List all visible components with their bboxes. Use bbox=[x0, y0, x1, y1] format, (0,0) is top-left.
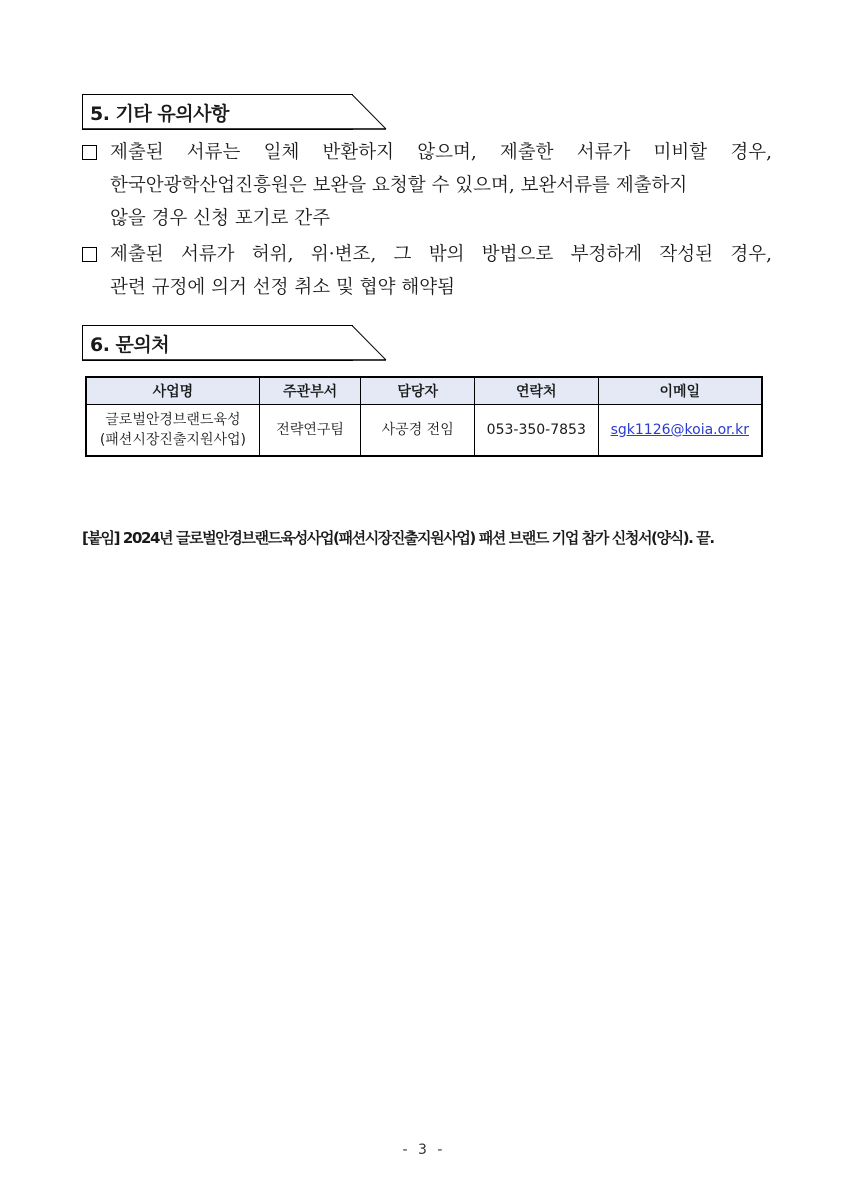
table-row bbox=[86, 405, 762, 457]
cell-project bbox=[86, 405, 259, 457]
cell-email bbox=[598, 405, 762, 457]
section-6-title: 6. 문의처 bbox=[90, 334, 170, 356]
section-6-header bbox=[82, 325, 386, 361]
project-name-line1: 글로벌안경브랜드육성 bbox=[105, 412, 241, 428]
section-5-title: 5. 기타 유의사항 bbox=[90, 103, 229, 125]
column-header-department: 주관부서 bbox=[259, 377, 361, 405]
notice-bullet-2 bbox=[82, 238, 772, 304]
section-5-header bbox=[82, 94, 386, 130]
table-header-row bbox=[86, 377, 762, 405]
column-header-phone: 연락처 bbox=[474, 377, 598, 405]
page-number: - 3 - bbox=[402, 1142, 446, 1158]
notice-bullet-1 bbox=[82, 136, 772, 235]
contact-table bbox=[85, 376, 763, 457]
checkbox-square-icon bbox=[82, 145, 97, 160]
cell-manager: 사공경 전임 bbox=[361, 405, 475, 457]
column-header-manager: 담당자 bbox=[361, 377, 475, 405]
email-link[interactable]: sgk1126@koia.or.kr bbox=[610, 422, 749, 438]
bullet-line: 한국안광학산업진흥원은 보완을 요청할 수 있으며, 보완서류를 제출하지 bbox=[110, 175, 688, 196]
attachment-note: [붙임] 2024년 글로벌안경브랜드육성사업(패션시장진출지원사업) 패션 브랜드 기업 참가 신청서(양식). 끝. bbox=[82, 529, 714, 547]
bullet-line: 제출된 서류가 허위, 위·변조, 그 밖의 방법으로 부정하게 작성된 경우, bbox=[110, 244, 772, 265]
checkbox-square-icon bbox=[82, 247, 97, 262]
cell-department: 전략연구팀 bbox=[259, 405, 361, 457]
project-name-line2: (패션시장진출지원사업) bbox=[99, 432, 246, 448]
column-header-email: 이메일 bbox=[598, 377, 762, 405]
column-header-project: 사업명 bbox=[86, 377, 259, 405]
bullet-line: 않을 경우 신청 포기로 간주 bbox=[110, 208, 331, 229]
bullet-line: 제출된 서류는 일체 반환하지 않으며, 제출한 서류가 미비할 경우, bbox=[110, 142, 772, 163]
cell-phone: 053-350-7853 bbox=[474, 405, 598, 457]
bullet-line: 관련 규정에 의거 선정 취소 및 협약 해약됨 bbox=[110, 277, 455, 298]
